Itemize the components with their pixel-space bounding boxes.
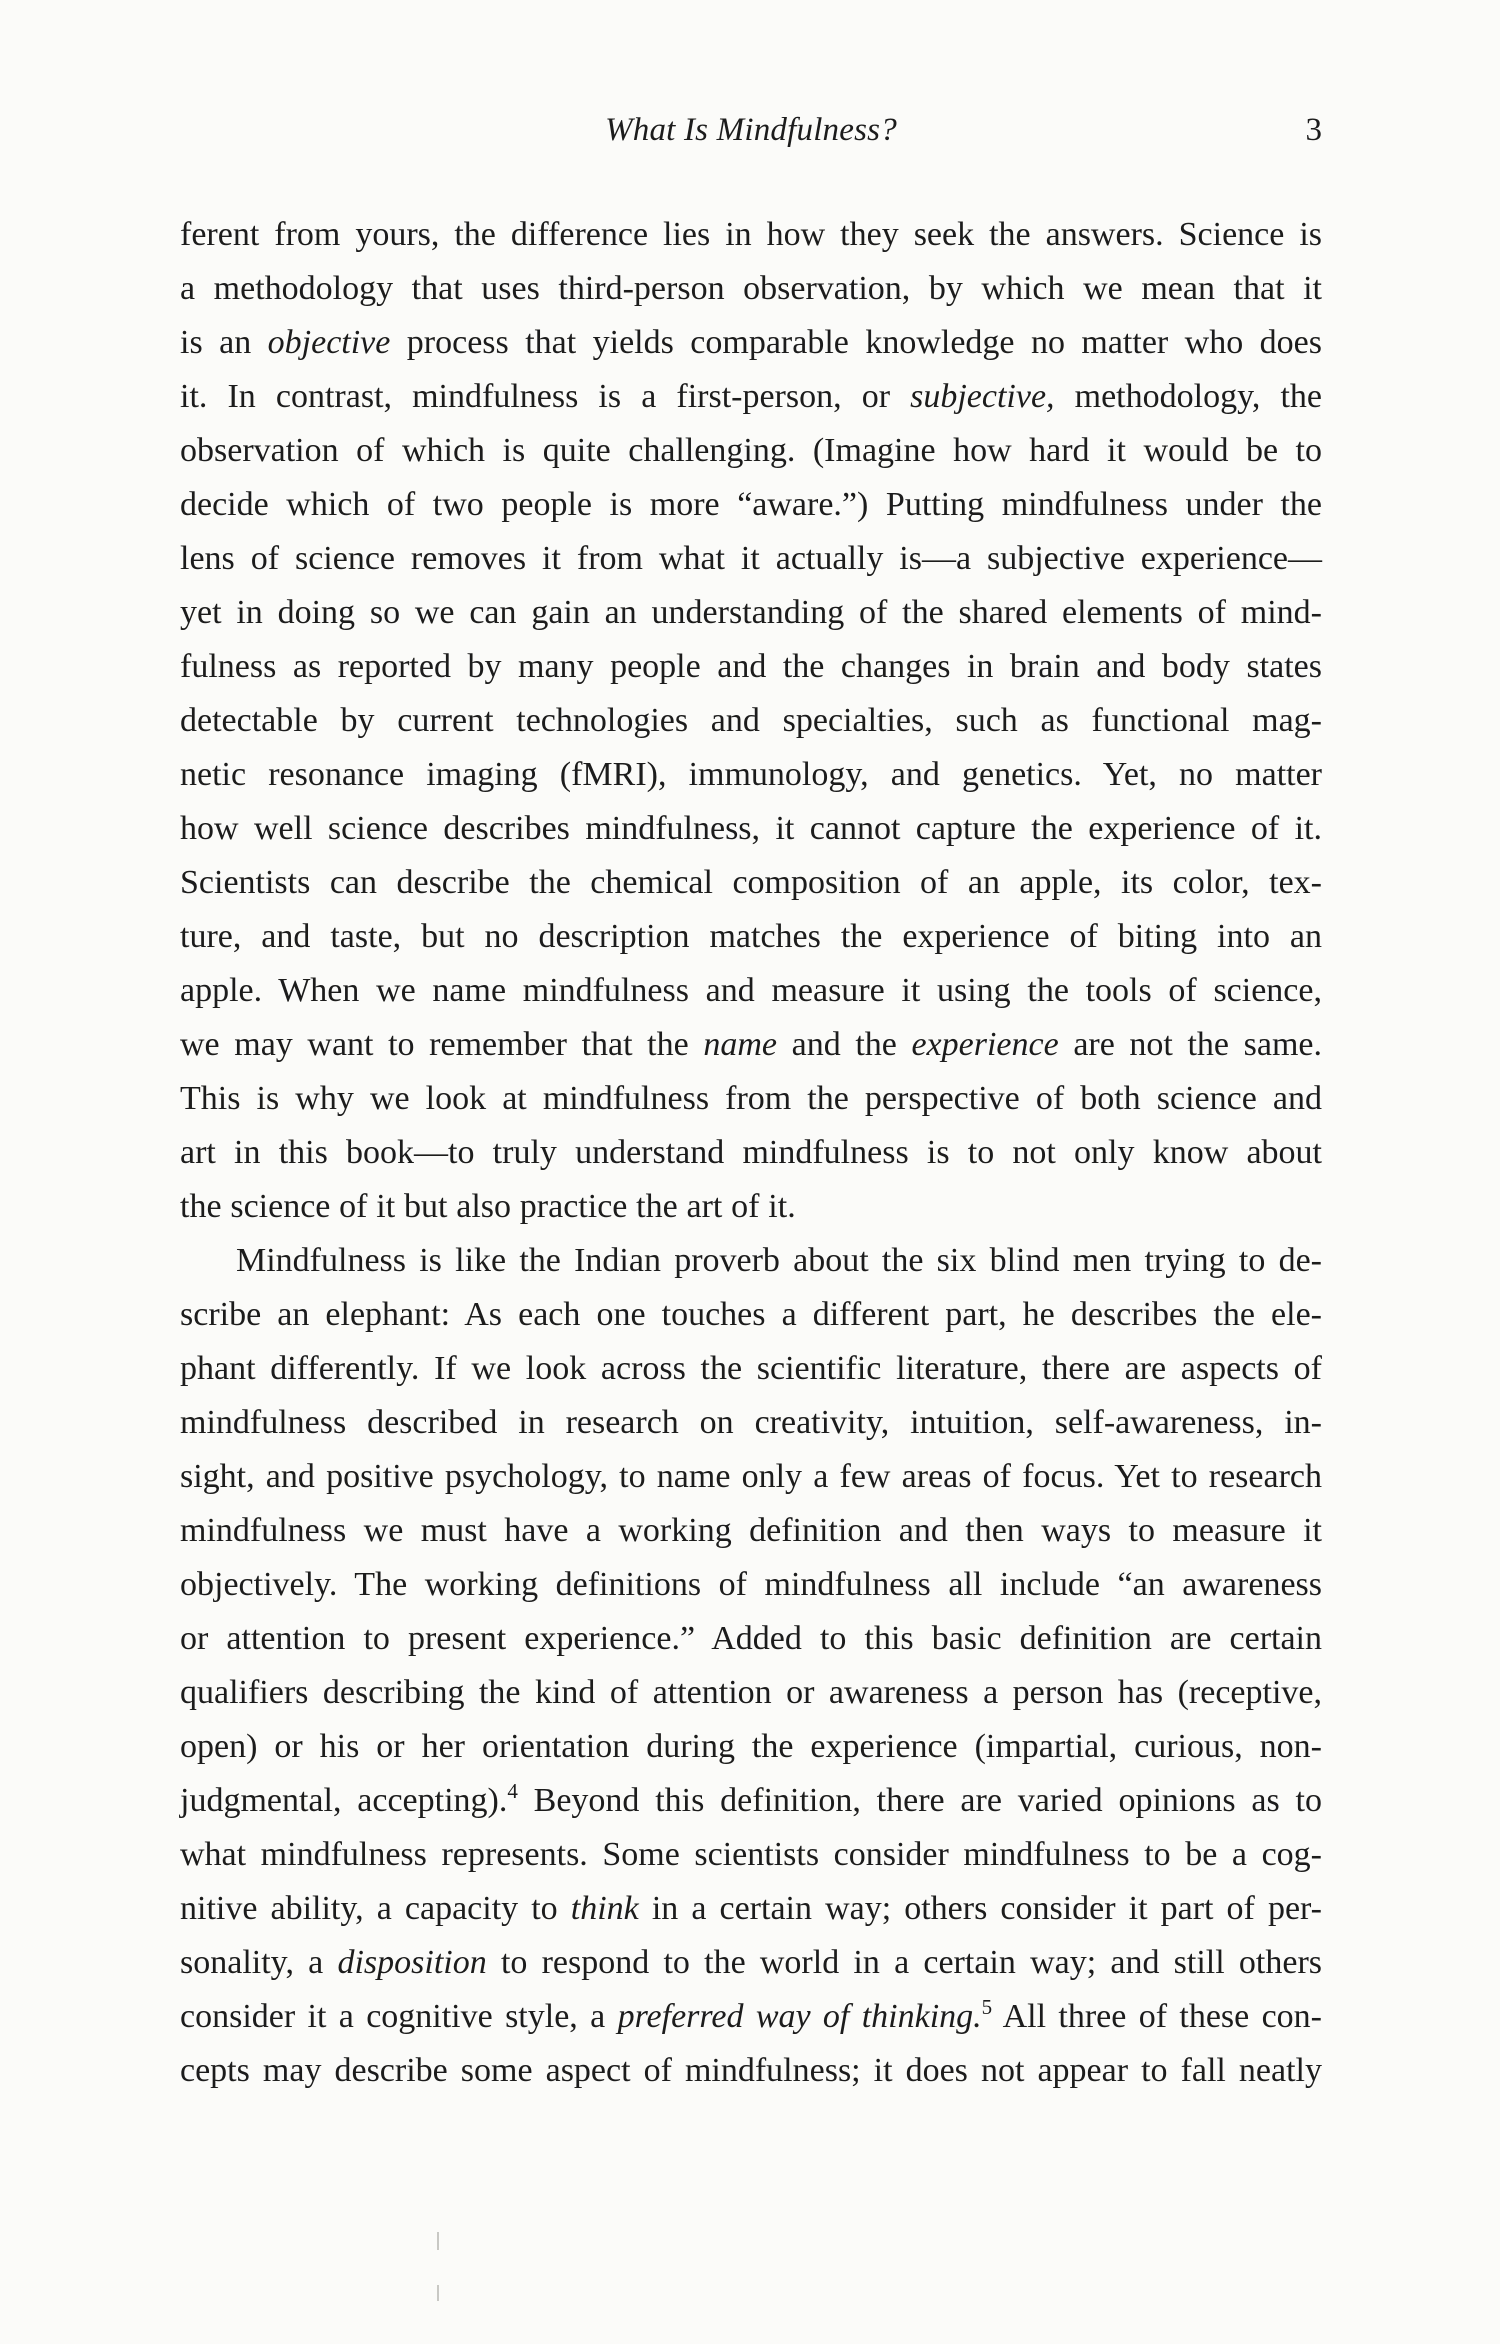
text-line: qualifiers describing the kind of attention or awareness a person has (receptive,: [180, 1674, 1322, 1711]
text-line: it. In contrast, mindfulness is a first-person, or subjective, methodology, the: [180, 378, 1322, 415]
text-line: ture, and taste, but no description matches the experience of biting into an: [180, 918, 1322, 955]
text-line: mindfulness we must have a working definition and then ways to measure it: [180, 1512, 1322, 1549]
scan-mark: [437, 2285, 439, 2301]
page-number: 3: [1305, 112, 1322, 148]
text-line: Scientists can describe the chemical composition of an apple, its color, tex-: [180, 864, 1322, 901]
text-line: or attention to present experience.” Added to this basic definition are certain: [180, 1620, 1322, 1657]
italic-term: name: [703, 1026, 777, 1063]
text-line: a methodology that uses third-person observation, by which we mean that it: [180, 270, 1322, 307]
text-line: fulness as reported by many people and the changes in brain and body states: [180, 648, 1322, 685]
text-line: detectable by current technologies and specialties, such as functional mag-: [180, 702, 1322, 739]
footnote-reference: 5: [981, 1995, 993, 2019]
text-line: mindfulness described in research on creativity, intuition, self-awareness, in-: [180, 1404, 1322, 1441]
text-line: ferent from yours, the difference lies in how they seek the answers. Science is: [180, 216, 1322, 253]
text-line: apple. When we name mindfulness and measure it using the tools of science,: [180, 972, 1322, 1009]
body-text: [180, 208, 1322, 2098]
text-line: art in this book—to truly understand mindfulness is to not only know about: [180, 1134, 1322, 1171]
italic-term: objective: [267, 324, 391, 361]
text-line: phant differently. If we look across the scientific literature, there are aspects of: [180, 1350, 1322, 1387]
text-line: the science of it but also practice the art of it.: [180, 1188, 796, 1225]
italic-term: experience: [911, 1026, 1059, 1063]
chapter-title: What Is Mindfulness?: [605, 112, 897, 148]
footnote-reference: 4: [507, 1779, 518, 1803]
text-line: netic resonance imaging (fMRI), immunology, and genetics. Yet, no matter: [180, 756, 1322, 793]
text-line: we may want to remember that the name and the experience are not the same.: [180, 1026, 1322, 1063]
text-line: consider it a cognitive style, a preferred way of thinking.$^5$ All three of these con-: [180, 1995, 1323, 2035]
text-line: scribe an elephant: As each one touches a different part, he describes the ele-: [180, 1296, 1322, 1333]
text-line: Mindfulness is like the Indian proverb about the six blind men trying to de-: [236, 1242, 1322, 1279]
italic-term: preferred way of thinking.: [617, 1998, 982, 2035]
text-line: judgmental, accepting).$^4$ Beyond this definition, there are varied opinions as to: [180, 1779, 1322, 1819]
text-line: lens of science removes it from what it actually is—a subjective experience—: [180, 540, 1322, 577]
text-line: is an objective process that yields comparable knowledge no matter who does: [180, 324, 1322, 361]
text-line: decide which of two people is more “aware.”) Putting mindfulness under the: [180, 486, 1322, 523]
text-line: This is why we look at mindfulness from the perspective of both science and: [180, 1080, 1322, 1117]
text-line: open) or his or her orientation during the experience (impartial, curious, non-: [180, 1728, 1322, 1765]
italic-term: subjective,: [910, 378, 1055, 415]
text-line: sonality, a disposition to respond to the world in a certain way; and still others: [180, 1944, 1322, 1981]
text-line: observation of which is quite challenging. (Imagine how hard it would be to: [180, 432, 1322, 469]
text-line: cepts may describe some aspect of mindfulness; it does not appear to fall neatly: [180, 2052, 1322, 2089]
running-head: [180, 108, 1322, 152]
text-line: yet in doing so we can gain an understanding of the shared elements of mind-: [180, 594, 1322, 631]
text-line: what mindfulness represents. Some scientists consider mindfulness to be a cog-: [180, 1836, 1322, 1873]
text-line: objectively. The working definitions of mindfulness all include “an awareness: [180, 1566, 1322, 1603]
italic-term: disposition: [337, 1944, 487, 1981]
italic-term: think: [570, 1890, 639, 1927]
text-line: sight, and positive psychology, to name only a few areas of focus. Yet to research: [180, 1458, 1322, 1495]
scan-mark: [437, 2232, 439, 2250]
text-line: how well science describes mindfulness, it cannot capture the experience of it.: [180, 810, 1322, 847]
text-line: nitive ability, a capacity to think in a certain way; others consider it part of per-: [180, 1890, 1322, 1927]
